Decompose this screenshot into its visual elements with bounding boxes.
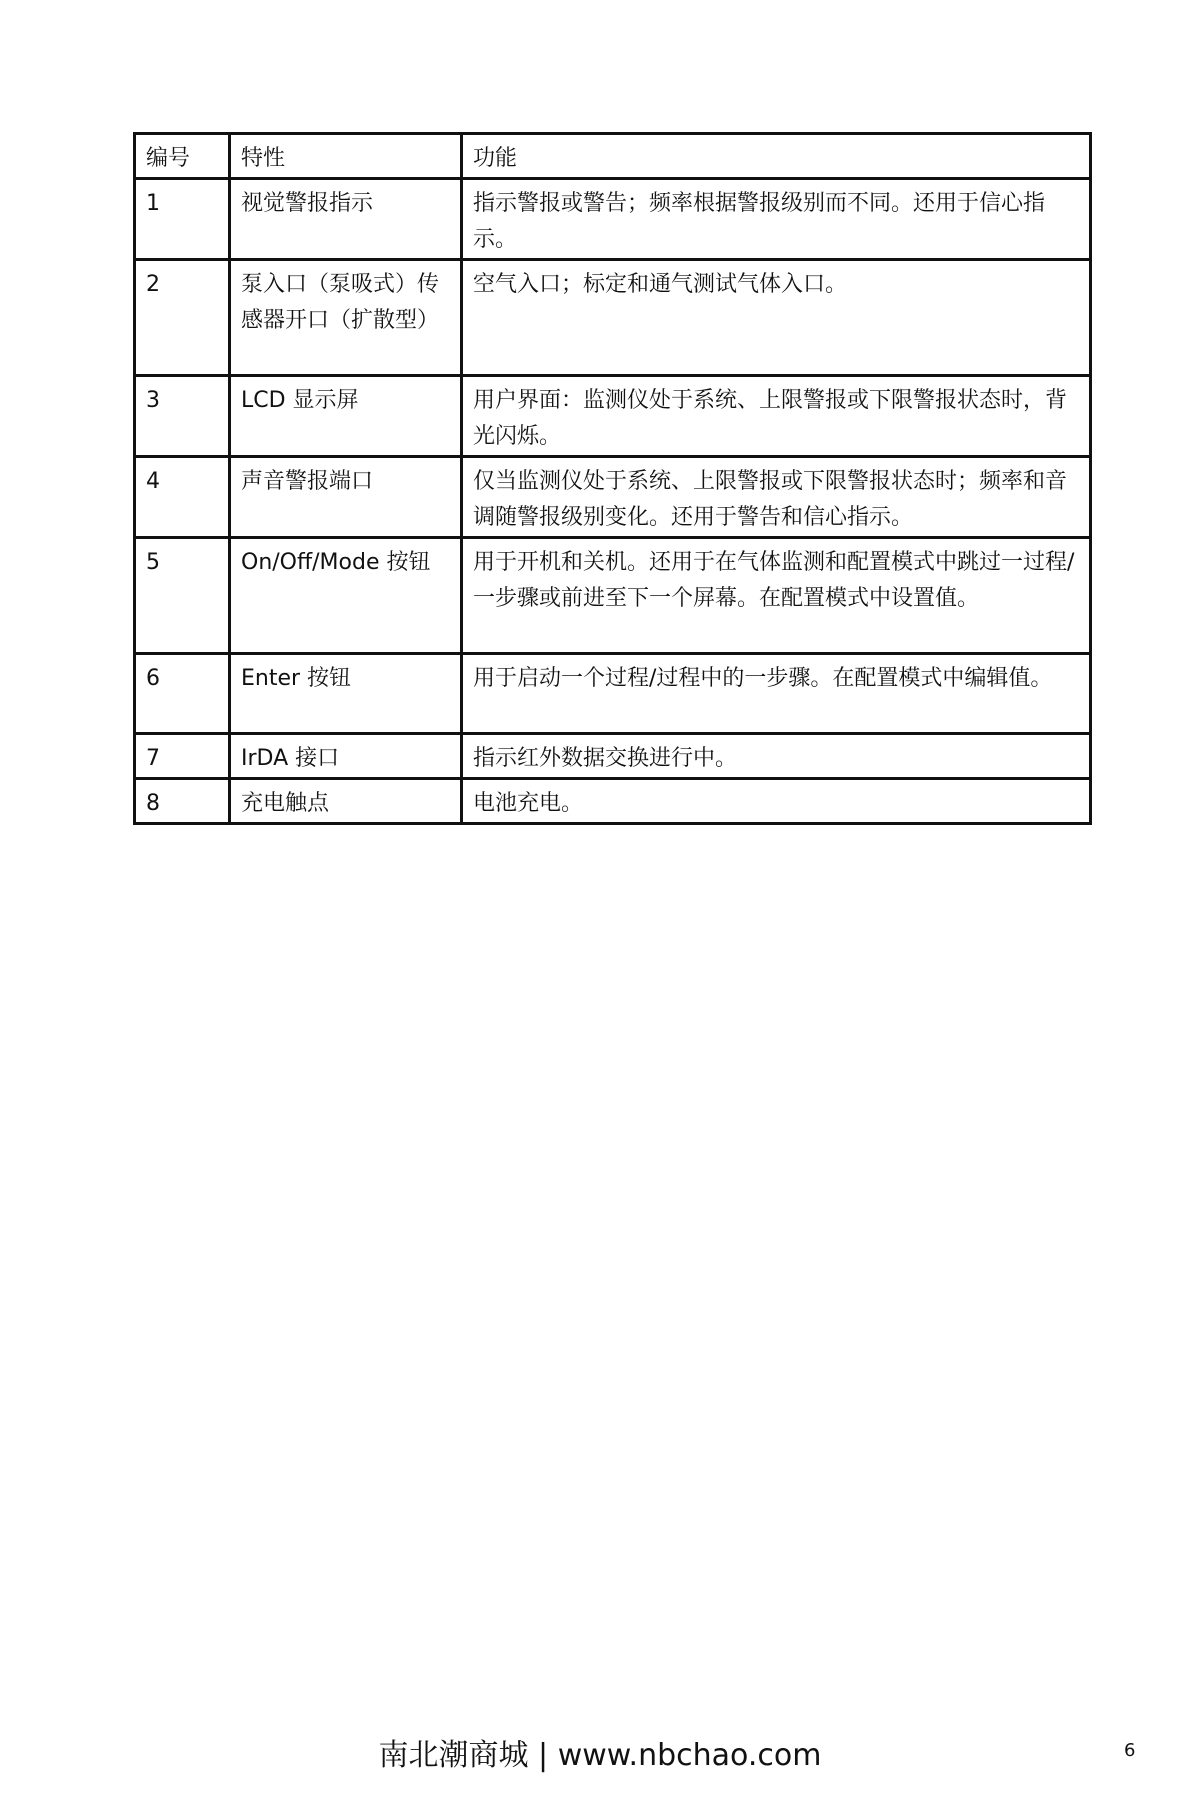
table-row	[135, 734, 1091, 779]
cell-number: 7	[135, 734, 230, 779]
cell-function: 仅当监测仪处于系统、上限警报或下限警报状态时；频率和音调随警报级别变化。还用于警告和信心指示。	[462, 457, 1091, 538]
cell-number: 8	[135, 779, 230, 824]
cell-number: 5	[135, 538, 230, 654]
table-row	[135, 779, 1091, 824]
footer-text: 南北潮商城 | www.nbchao.com	[378, 1738, 822, 1773]
cell-number: 1	[135, 179, 230, 260]
header-number: 编号	[135, 134, 230, 179]
table-row	[135, 457, 1091, 538]
table-row	[135, 260, 1091, 376]
cell-function: 用户界面：监测仪处于系统、上限警报或下限警报状态时，背光闪烁。	[462, 376, 1091, 457]
cell-function: 指示红外数据交换进行中。	[462, 734, 1091, 779]
cell-feature: IrDA 接口	[230, 734, 462, 779]
feature-table	[133, 132, 1092, 825]
cell-feature: On/Off/Mode 按钮	[230, 538, 462, 654]
cell-number: 4	[135, 457, 230, 538]
cell-feature: LCD 显示屏	[230, 376, 462, 457]
table-row	[135, 538, 1091, 654]
cell-number: 2	[135, 260, 230, 376]
cell-feature: 泵入口（泵吸式）传感器开口（扩散型）	[230, 260, 462, 376]
cell-feature: 充电触点	[230, 779, 462, 824]
cell-number: 6	[135, 654, 230, 734]
table-row	[135, 376, 1091, 457]
cell-function: 空气入口；标定和通气测试气体入口。	[462, 260, 1091, 376]
cell-function: 指示警报或警告；频率根据警报级别而不同。还用于信心指示。	[462, 179, 1091, 260]
cell-function: 电池充电。	[462, 779, 1091, 824]
table-row	[135, 654, 1091, 734]
header-function: 功能	[462, 134, 1091, 179]
page-number: 6	[1124, 1740, 1136, 1761]
table-header-row	[135, 134, 1091, 179]
cell-feature: 声音警报端口	[230, 457, 462, 538]
cell-feature: Enter 按钮	[230, 654, 462, 734]
cell-number: 3	[135, 376, 230, 457]
header-feature: 特性	[230, 134, 462, 179]
cell-function: 用于启动一个过程/过程中的一步骤。在配置模式中编辑值。	[462, 654, 1091, 734]
table-row	[135, 179, 1091, 260]
cell-function: 用于开机和关机。还用于在气体监测和配置模式中跳过一过程/一步骤或前进至下一个屏幕。在配置模式中设置值。	[462, 538, 1091, 654]
cell-feature: 视觉警报指示	[230, 179, 462, 260]
